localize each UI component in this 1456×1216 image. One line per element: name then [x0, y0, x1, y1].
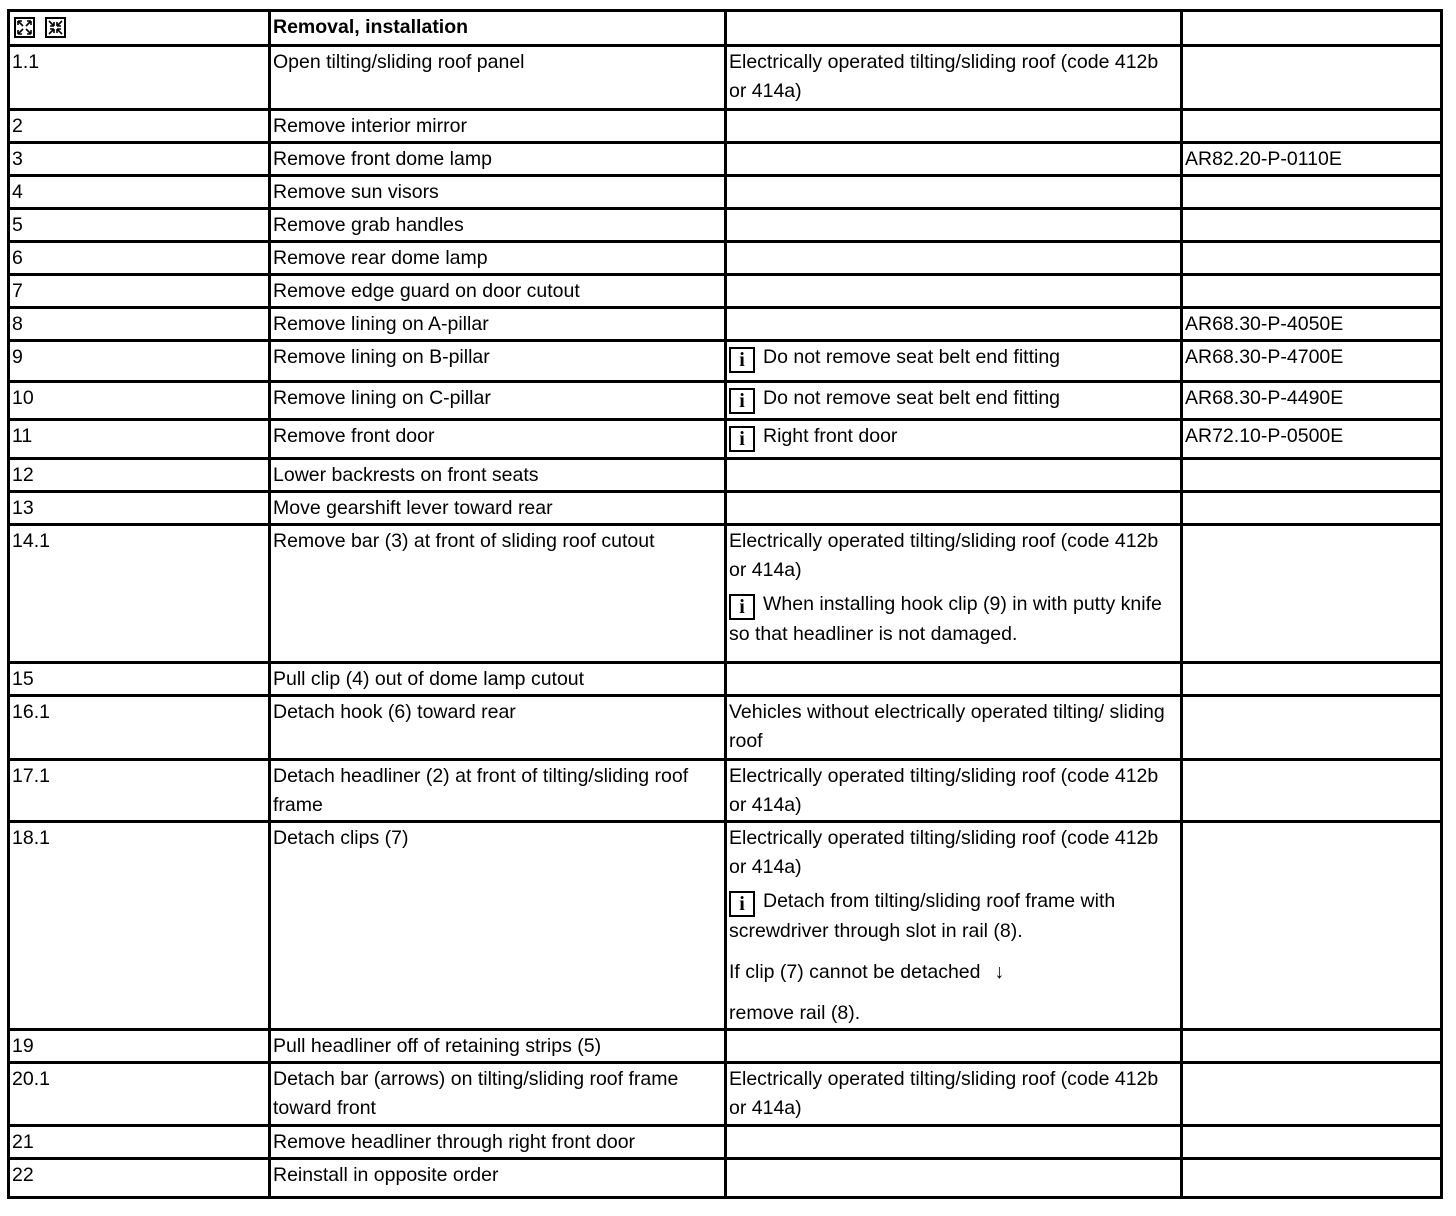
table-row [9, 176, 1442, 209]
table-row [9, 420, 1442, 459]
step-action: Detach bar (arrows) on tilting/sliding roof frame toward front [270, 1063, 726, 1126]
step-number: 10 [9, 382, 270, 420]
note-text: Detach from tilting/sliding roof frame with screwdriver through slot in rail (8). [729, 890, 1116, 942]
reference-link [1182, 46, 1442, 110]
reference-link [1182, 822, 1442, 1030]
table-row [9, 275, 1442, 308]
reference-link [1182, 1063, 1442, 1126]
if-condition [729, 958, 1178, 987]
reference-link [1182, 459, 1442, 492]
step-number: 14.1 [9, 525, 270, 663]
step-number: 2 [9, 110, 270, 143]
step-number: 1.1 [9, 46, 270, 110]
step-number: 9 [9, 341, 270, 382]
step-action: Detach clips (7) [270, 822, 726, 1030]
expand-icon[interactable] [14, 17, 35, 38]
step-condition [726, 492, 1182, 525]
step-condition [726, 1126, 1182, 1159]
step-action: Remove grab handles [270, 209, 726, 242]
step-condition [726, 176, 1182, 209]
step-action: Remove headliner through right front door [270, 1126, 726, 1159]
step-condition [726, 110, 1182, 143]
header-row [9, 11, 1442, 46]
step-action: Remove lining on B-pillar [270, 341, 726, 382]
note-text: Do not remove seat belt end fitting [763, 346, 1061, 368]
step-number: 16.1 [9, 696, 270, 760]
table-row [9, 242, 1442, 275]
step-number: 17.1 [9, 760, 270, 822]
info-icon: i [729, 891, 755, 917]
reference-link [1182, 492, 1442, 525]
step-condition [726, 1063, 1182, 1126]
step-action: Open tilting/sliding roof panel [270, 46, 726, 110]
then-text: remove rail (8). [729, 1002, 861, 1024]
step-action: Pull clip (4) out of dome lamp cutout [270, 663, 726, 696]
step-action: Remove bar (3) at front of sliding roof cutout [270, 525, 726, 663]
table-row [9, 308, 1442, 341]
step-action: Lower backrests on front seats [270, 459, 726, 492]
reference-link [1182, 760, 1442, 822]
condition-text: Vehicles without electrically operated tilting/ sliding roof [729, 701, 1165, 752]
reference-link[interactable]: AR82.20-P-0110E [1182, 143, 1442, 176]
reference-link [1182, 176, 1442, 209]
info-icon: i [729, 347, 755, 373]
step-condition [726, 308, 1182, 341]
info-note [729, 887, 1178, 946]
step-action: Detach hook (6) toward rear [270, 696, 726, 760]
table-row [9, 525, 1442, 663]
collapse-icon[interactable] [45, 17, 66, 38]
step-condition [726, 1159, 1182, 1198]
reference-link [1182, 525, 1442, 663]
step-number: 3 [9, 143, 270, 176]
condition-text: Electrically operated tilting/sliding roof (code 412b or 414a) [729, 765, 1159, 816]
note-text: When installing hook clip (9) in with putty knife so that headliner is not damaged. [729, 593, 1162, 645]
table-row [9, 696, 1442, 760]
step-condition [726, 696, 1182, 760]
step-action: Detach headliner (2) at front of tilting/sliding roof frame [270, 760, 726, 822]
step-condition [726, 209, 1182, 242]
reference-link[interactable]: AR72.10-P-0500E [1182, 420, 1442, 459]
step-number: 8 [9, 308, 270, 341]
step-number: 6 [9, 242, 270, 275]
info-note [729, 346, 1061, 371]
step-condition [726, 275, 1182, 308]
step-action: Move gearshift lever toward rear [270, 492, 726, 525]
step-action: Remove front dome lamp [270, 143, 726, 176]
info-note [729, 590, 1178, 649]
step-number: 18.1 [9, 822, 270, 1030]
step-condition [726, 382, 1182, 420]
info-icon: i [729, 426, 755, 452]
reference-link [1182, 663, 1442, 696]
step-condition [726, 143, 1182, 176]
step-action: Remove lining on C-pillar [270, 382, 726, 420]
reference-link[interactable]: AR68.30-P-4490E [1182, 382, 1442, 420]
step-condition [726, 242, 1182, 275]
step-condition [726, 341, 1182, 382]
table-row [9, 663, 1442, 696]
table-row [9, 492, 1442, 525]
step-number: 13 [9, 492, 270, 525]
step-number: 15 [9, 663, 270, 696]
step-condition [726, 459, 1182, 492]
step-number: 12 [9, 459, 270, 492]
step-condition [726, 1030, 1182, 1063]
condition-text: Electrically operated tilting/sliding roof (code 412b or 414a) [729, 1068, 1159, 1119]
reference-link [1182, 696, 1442, 760]
reference-link[interactable]: AR68.30-P-4700E [1182, 341, 1442, 382]
step-number: 5 [9, 209, 270, 242]
reference-link[interactable]: AR68.30-P-4050E [1182, 308, 1442, 341]
header-controls [9, 11, 270, 46]
section-title: Removal, installation [270, 11, 726, 46]
step-action: Pull headliner off of retaining strips (5) [270, 1030, 726, 1063]
step-number: 11 [9, 420, 270, 459]
step-number: 22 [9, 1159, 270, 1198]
step-number: 7 [9, 275, 270, 308]
reference-link [1182, 275, 1442, 308]
table-row [9, 760, 1442, 822]
header-empty-cell [1182, 11, 1442, 46]
table-row [9, 1126, 1442, 1159]
note-text: Right front door [763, 425, 898, 447]
note-text: Do not remove seat belt end fitting [763, 387, 1061, 409]
arrow-down-icon: ↓ [994, 961, 1005, 983]
reference-link [1182, 209, 1442, 242]
step-condition [726, 420, 1182, 459]
table-row [9, 459, 1442, 492]
step-number: 4 [9, 176, 270, 209]
info-note [729, 387, 1061, 412]
step-condition [726, 525, 1182, 663]
table-row [9, 822, 1442, 1030]
step-condition [726, 822, 1182, 1030]
reference-link [1182, 1159, 1442, 1198]
step-action: Remove front door [270, 420, 726, 459]
reference-link [1182, 242, 1442, 275]
step-condition [726, 663, 1182, 696]
step-action: Remove sun visors [270, 176, 726, 209]
step-number: 21 [9, 1126, 270, 1159]
table-row [9, 46, 1442, 110]
condition-text: Electrically operated tilting/sliding roof (code 412b or 414a) [729, 530, 1159, 581]
table-row [9, 1030, 1442, 1063]
table-row [9, 143, 1442, 176]
table-row [9, 1159, 1442, 1198]
condition-text: Electrically operated tilting/sliding roof (code 412b or 414a) [729, 51, 1159, 102]
step-action: Remove lining on A-pillar [270, 308, 726, 341]
table-row [9, 110, 1442, 143]
table-row [9, 1063, 1442, 1126]
info-icon: i [729, 594, 755, 620]
step-action: Reinstall in opposite order [270, 1159, 726, 1198]
table-row [9, 209, 1442, 242]
table-row [9, 341, 1442, 382]
step-action: Remove edge guard on door cutout [270, 275, 726, 308]
step-condition [726, 760, 1182, 822]
table-row [9, 382, 1442, 420]
reference-link [1182, 1030, 1442, 1063]
reference-link [1182, 110, 1442, 143]
reference-link [1182, 1126, 1442, 1159]
header-empty-cell [726, 11, 1182, 46]
step-action: Remove rear dome lamp [270, 242, 726, 275]
step-number: 19 [9, 1030, 270, 1063]
step-action: Remove interior mirror [270, 110, 726, 143]
procedure-table [7, 9, 1443, 1199]
step-condition [726, 46, 1182, 110]
info-note [729, 425, 898, 450]
if-text: If clip (7) cannot be detached [729, 961, 981, 983]
step-number: 20.1 [9, 1063, 270, 1126]
info-icon: i [729, 388, 755, 414]
condition-text: Electrically operated tilting/sliding roof (code 412b or 414a) [729, 827, 1159, 878]
